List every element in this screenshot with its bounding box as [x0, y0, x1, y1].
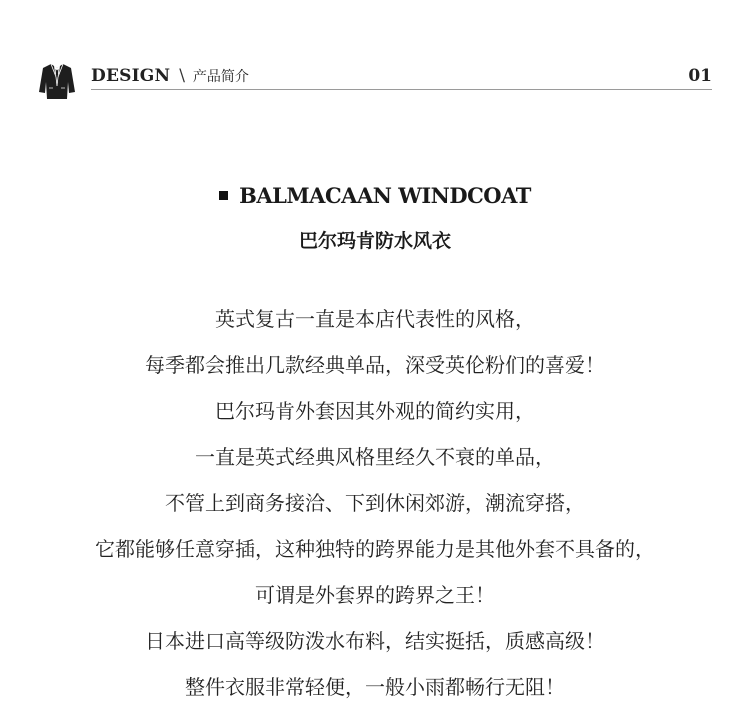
description-line: 可谓是外套界的跨界之王！ [255, 583, 495, 607]
product-title-en: BALMACAAN WINDCOAT [239, 183, 531, 208]
header-divider [91, 89, 712, 90]
product-description [0, 302, 750, 716]
description-line: 巴尔玛肯外套因其外观的简约实用， [215, 399, 535, 423]
product-title-row [0, 183, 750, 208]
section-title: 产品简介 [192, 69, 249, 85]
page-header [38, 60, 712, 100]
description-line: 整件衣服非常轻便，一般小雨都畅行无阻！ [185, 675, 565, 699]
breadcrumb-separator: \ [179, 66, 185, 86]
description-line: 一直是英式经典风格里经久不衰的单品， [195, 445, 555, 469]
brand-label: DESIGN [91, 66, 171, 86]
page-number: 01 [688, 66, 712, 86]
description-line: 英式复古一直是本店代表性的风格， [215, 307, 535, 331]
description-line: 日本进口高等级防泼水布料，结实挺括，质感高级！ [145, 629, 605, 653]
jacket-icon [38, 62, 76, 100]
description-line: 不管上到商务接洽、下到休闲郊游，潮流穿搭， [165, 491, 585, 515]
product-title-cn: 巴尔玛肯防水风衣 [298, 230, 451, 252]
description-line: 它都能够任意穿插，这种独特的跨界能力是其他外套不具备的， [95, 537, 655, 561]
breadcrumb [91, 66, 249, 86]
square-bullet-icon [219, 191, 228, 200]
description-line: 每季都会推出几款经典单品，深受英伦粉们的喜爱！ [145, 353, 605, 377]
